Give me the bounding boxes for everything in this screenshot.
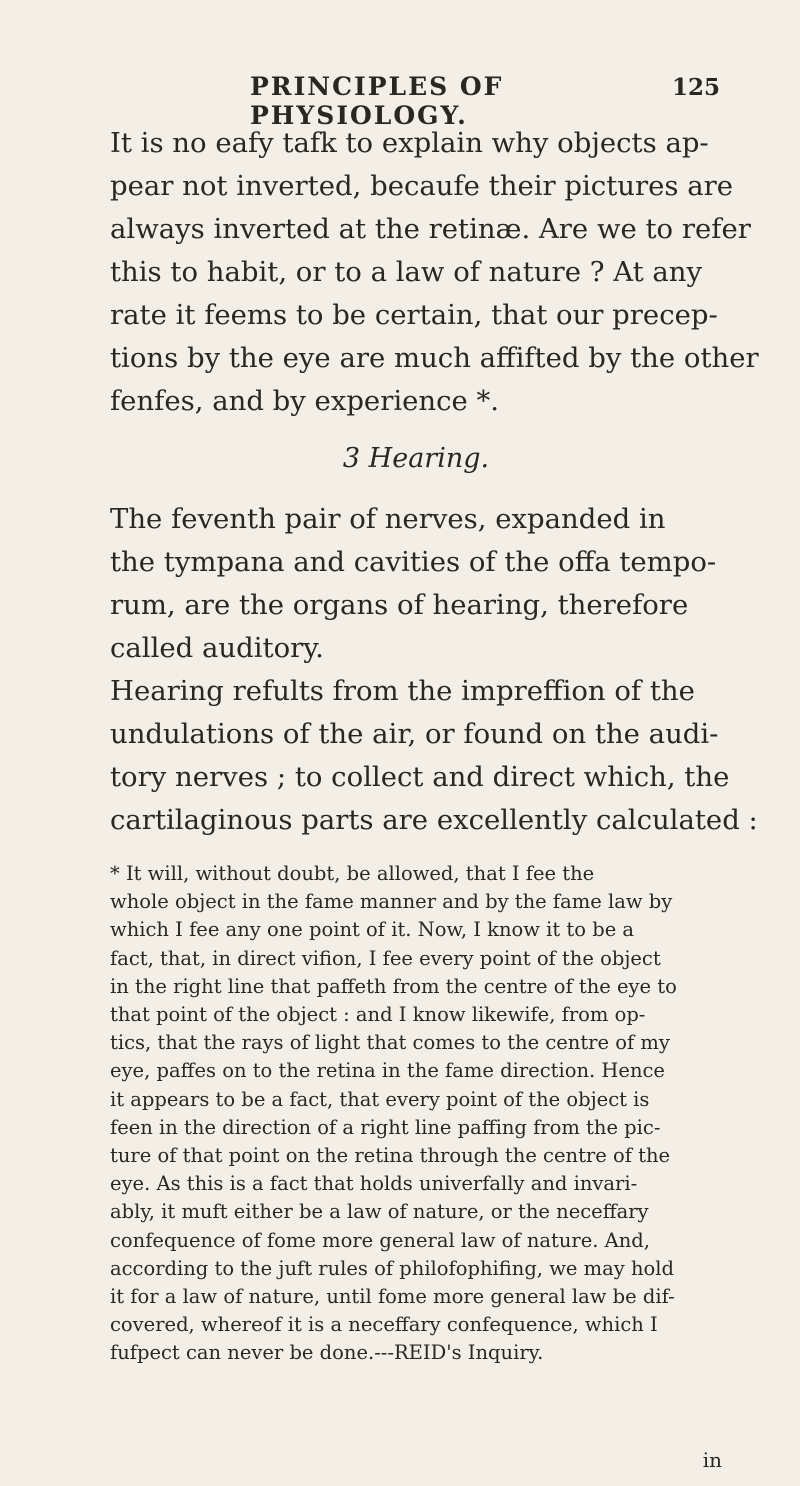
text-line: Hearing refults from the impreffion of the bbox=[110, 675, 695, 707]
footnote-line: that point of the object : and I know likewife, from op- bbox=[110, 1003, 646, 1027]
footnote-line: eye, paffes on to the retina in the fame direction. Hence bbox=[110, 1059, 665, 1083]
footnote-line: * It will, without doubt, be allowed, that I fee the bbox=[110, 862, 595, 885]
footnote-line: feen in the direction of a right line paffing from the pic- bbox=[110, 1115, 661, 1139]
footnote-line: it for a law of nature, until fome more general law be dif- bbox=[110, 1285, 675, 1309]
text-line: The feventh pair of nerves, expanded in bbox=[110, 503, 666, 535]
section-heading-hearing: 3 Hearing. bbox=[342, 443, 490, 474]
text-line: tions by the eye are much affifted by the other bbox=[110, 342, 759, 374]
text-line: called auditory. bbox=[110, 632, 324, 664]
footnote-line: confequence of fome more general law of nature. And, bbox=[110, 1228, 650, 1252]
page-number: 125 bbox=[671, 74, 720, 101]
text-line: the tympana and cavities of the offa tempo- bbox=[110, 546, 717, 578]
footnote-line: fact, that, in direct vifion, I fee every point of the object bbox=[110, 946, 661, 970]
text-line: rate it feems to be certain, that our precep- bbox=[110, 299, 718, 331]
catchword: in bbox=[702, 1448, 722, 1472]
footnote-line: covered, whereof it is a neceffary confequence, which I bbox=[110, 1313, 658, 1337]
text-line: rum, are the organs of hearing, therefore bbox=[110, 589, 689, 621]
text-line: pear not inverted, becaufe their pictures are bbox=[110, 170, 734, 202]
footnote-line: tics, that the rays of light that comes to the centre of my bbox=[110, 1031, 670, 1055]
text-line: undulations of the air, or found on the audi- bbox=[110, 718, 719, 750]
text-line: tory nerves ; to collect and direct which, the bbox=[110, 761, 730, 793]
footnote-line: in the right line that paffeth from the centre of the eye to bbox=[110, 974, 677, 998]
footnote-line: fufpect can never be done.---REID's Inquiry. bbox=[110, 1341, 544, 1365]
footnote-line: eye. As this is a fact that holds univerfally and invari- bbox=[110, 1172, 638, 1196]
page-body bbox=[110, 122, 759, 1368]
running-title: PRINCIPLES OF PHYSIOLOGY. bbox=[250, 72, 504, 130]
paragraph-vision bbox=[110, 122, 759, 423]
paragraph-hearing-results bbox=[110, 670, 758, 842]
text-line: It is no eafy tafk to explain why objects ap- bbox=[110, 127, 709, 159]
paragraph-auditory-nerves bbox=[110, 498, 722, 670]
footnote-line: which I fee any one point of it. Now, I know it to be a bbox=[110, 918, 635, 942]
text-line: cartilaginous parts are excellently calculated : bbox=[110, 804, 758, 836]
text-line: always inverted at the retinæ. Are we to refer bbox=[110, 213, 751, 245]
footnote-line: whole object in the fame manner and by the fame law by bbox=[110, 890, 673, 914]
text-line: this to habit, or to a law of nature ? At any bbox=[110, 256, 703, 288]
running-head bbox=[110, 72, 720, 130]
footnote-line: it appears to be a fact, that every point of the object is bbox=[110, 1087, 650, 1111]
footnote bbox=[110, 860, 722, 1368]
text-line: fenfes, and by experience *. bbox=[110, 385, 500, 417]
footnote-line: according to the juft rules of philofophifing, we may hold bbox=[110, 1256, 674, 1280]
footnote-line: ture of that point on the retina through the centre of the bbox=[110, 1144, 671, 1168]
footnote-line: ably, it muft either be a law of nature, or the neceffary bbox=[110, 1200, 649, 1224]
